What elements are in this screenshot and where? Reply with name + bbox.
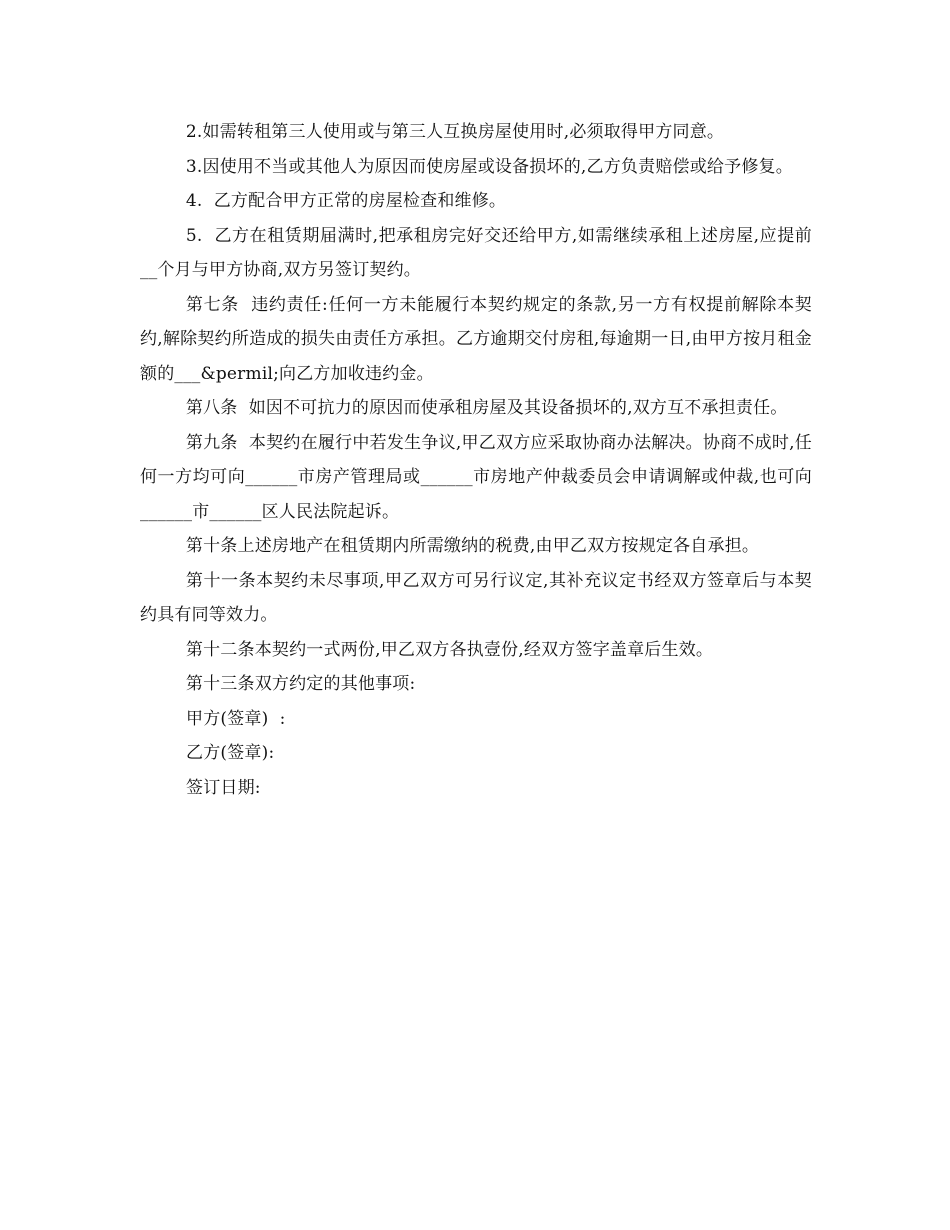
clause-12: 第十二条本契约一式两份,甲乙双方各执壹份,经双方签字盖章后生效。: [185, 639, 714, 660]
clause-8: 第八条 如因不可抗力的原因而使承租房屋及其设备损坏的,双方互不承担责任。: [185, 398, 788, 418]
clause-10: 第十条上述房地产在租赁期内所需缴纳的税费,由甲乙双方按规定各自承担。: [185, 536, 760, 556]
clause-6-item-2: 2.如需转租第三人使用或与第三人互换房屋使用时,必须取得甲方同意。: [185, 122, 725, 142]
clause-7: 第七条 违约责任:任何一方未能履行本契约规定的条款,另一方有权提前解除本契约,解除契约所造成的损失由责任方承担。乙方逾期交付房租,每逾期一日,由甲方按月租金额的___&permil;向乙方加收违约金。: [140, 294, 812, 384]
clause-6-item-4: 4. 乙方配合甲方正常的房屋检查和维修。: [185, 191, 507, 211]
clause-6-item-5: 5. 乙方在租赁期届满时,把承租房完好交还给甲方,如需继续承租上述房屋,应提前__个月与甲方协商,双方另签订契约。: [140, 225, 812, 280]
clause-13: 第十三条双方约定的其他事项:: [185, 674, 416, 694]
clause-11: 第十一条本契约未尽事项,甲乙双方可另行议定,其补充议定书经双方签章后与本契约具有同等效力。: [140, 570, 812, 625]
document-body: [140, 115, 812, 805]
party-b-signature-line: 乙方(签章):: [186, 743, 275, 763]
party-a-signature-line: 甲方(签章) :: [186, 708, 286, 729]
clause-6-item-3: 3.因使用不当或其他人为原因而使房屋或设备损坏的,乙方负责赔偿或给予修复。: [185, 156, 793, 177]
clause-9: 第九条 本契约在履行中若发生争议,甲乙双方应采取协商办法解决。协商不成时,任何一方均可向______市房产管理局或______市房地产仲裁委员会申请调解或仲裁,也可向______市______区人民法院起诉。: [140, 432, 812, 522]
signing-date-line: 签订日期:: [186, 777, 261, 798]
